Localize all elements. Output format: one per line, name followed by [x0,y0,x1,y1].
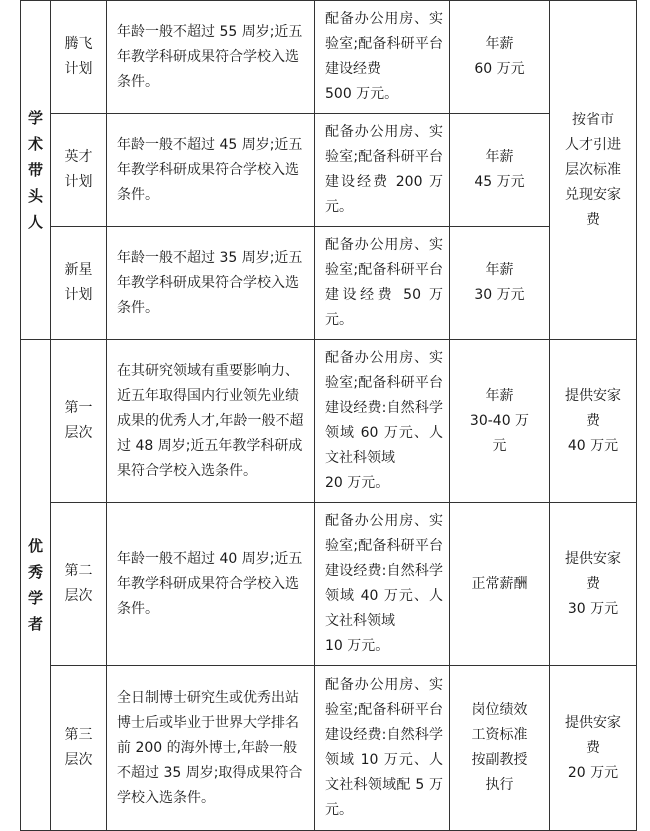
talent-policy-table [20,0,637,831]
row-name: 第三 层次 [51,666,107,831]
row-condition: 年龄一般不超过 55 周岁;近五年教学科研成果符合学校入选条件。 [107,1,315,114]
home-allowance-shared: 按省市 人才引进 层次标准 兑现安家 费 [550,1,637,340]
table-row [21,114,637,227]
category-excellent-scholar: 优 秀 学 者 [21,340,51,831]
table-row [21,340,637,503]
row-support: 配备办公用房、实验室;配备科研平台建设经费:自然科学领域 10 万元、人文社科领域配 5 万元。 [315,666,450,831]
row-name: 第一 层次 [51,340,107,503]
row-condition: 在其研究领域有重要影响力、近五年取得国内行业领先业绩成果的优秀人才,年龄一般不超过 48 周岁;近五年教学科研成果符合学校入选条件。 [107,340,315,503]
row-salary: 正常薪酬 [450,503,550,666]
category-academic-leader: 学 术 带 头 人 [21,1,51,340]
row-condition: 年龄一般不超过 40 周岁;近五年教学科研成果符合学校入选条件。 [107,503,315,666]
row-name: 腾飞 计划 [51,1,107,114]
row-condition: 年龄一般不超过 35 周岁;近五年教学科研成果符合学校入选条件。 [107,227,315,340]
row-support: 配备办公用房、实验室;配备科研平台建设经费:自然科学领域 60 万元、人文社科领域 20 万元。 [315,340,450,503]
row-name: 英才 计划 [51,114,107,227]
row-salary: 年薪 30-40 万 元 [450,340,550,503]
row-salary: 年薪 45 万元 [450,114,550,227]
row-home-allowance: 提供安家 费 30 万元 [550,503,637,666]
row-salary: 岗位绩效 工资标准 按副教授 执行 [450,666,550,831]
row-support: 配备办公用房、实验室;配备科研平台建设经费 500 万元。 [315,1,450,114]
row-name: 第二 层次 [51,503,107,666]
table-row [21,1,637,114]
row-support: 配备办公用房、实验室;配备科研平台建设经费 200 万元。 [315,114,450,227]
row-condition: 全日制博士研究生或优秀出站博士后或毕业于世界大学排名前 200 的海外博士,年龄一般不超过 35 周岁;取得成果符合学校入选条件。 [107,666,315,831]
row-salary: 年薪 60 万元 [450,1,550,114]
table-row [21,503,637,666]
row-support: 配备办公用房、实验室;配备科研平台建设经费:自然科学领域 40 万元、人文社科领域 10 万元。 [315,503,450,666]
row-condition: 年龄一般不超过 45 周岁;近五年教学科研成果符合学校入选条件。 [107,114,315,227]
row-salary: 年薪 30 万元 [450,227,550,340]
row-support: 配备办公用房、实验室;配备科研平台建设经费 50 万元。 [315,227,450,340]
row-home-allowance: 提供安家 费 20 万元 [550,666,637,831]
row-home-allowance: 提供安家 费 40 万元 [550,340,637,503]
row-name: 新星 计划 [51,227,107,340]
table-row [21,227,637,340]
table-row [21,666,637,831]
